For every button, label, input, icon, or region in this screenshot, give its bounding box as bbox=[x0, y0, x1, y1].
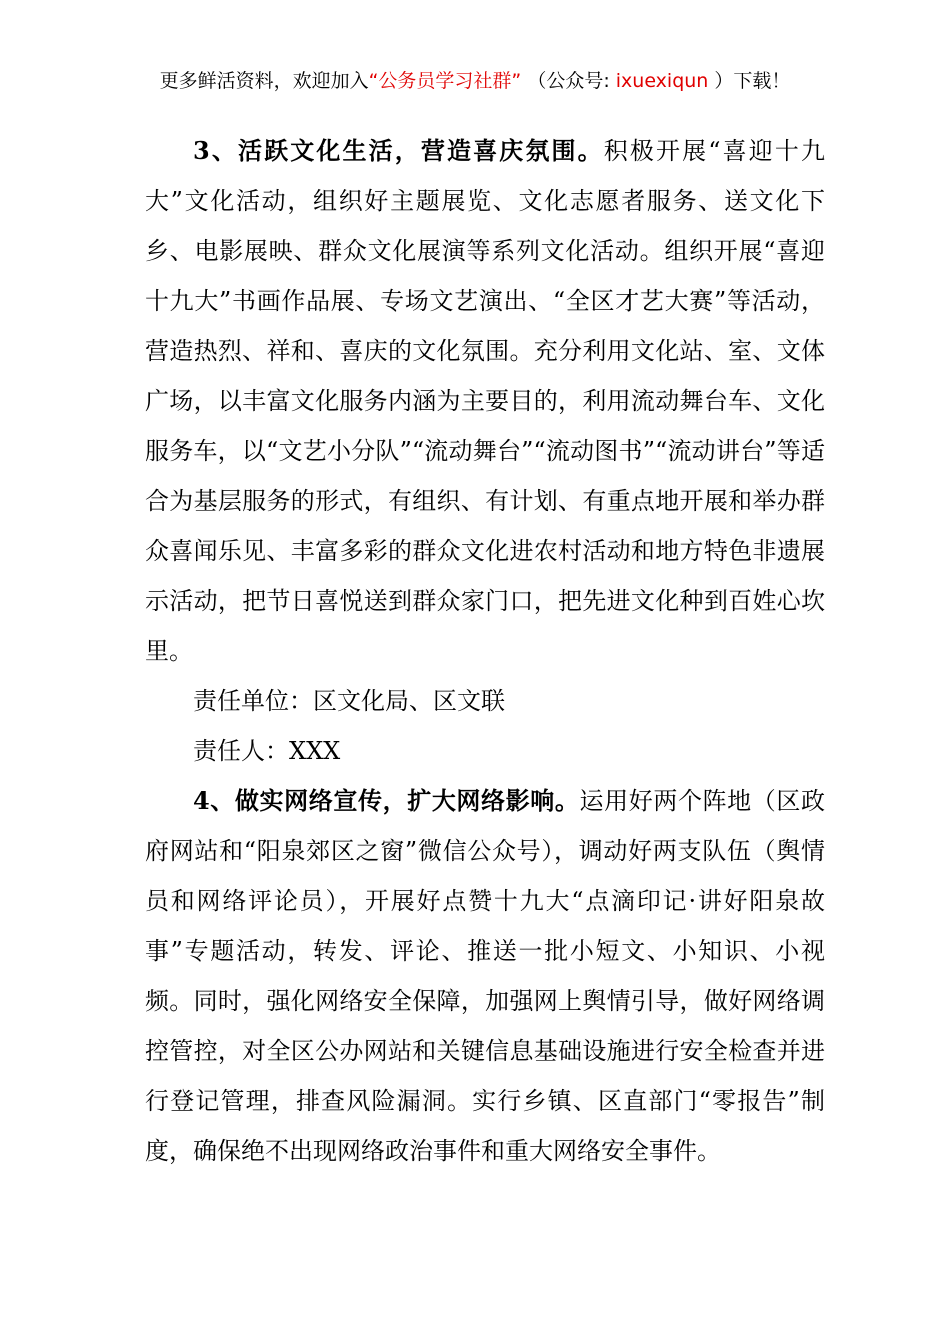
section-3-heading: 3、活跃文化生活，营造喜庆氛围。 bbox=[193, 136, 604, 165]
banner-prefix: 更多鲜活资料，欢迎加入 bbox=[159, 70, 369, 92]
section-4-text: 运用好两个阵地（区政府网站和“阳泉郊区之窗”微信公众号），调动好两支队伍（舆情员和网络评论员），开展好点赞十九大“点滴印记·讲好阳泉故事”专题活动，转发、评论、推送一批小短文、小知识、小视频。同时，强化网络安全保障，加强网上舆情引导，做好网络调控管控，对全区公办网站和关键信息基础设施进行安全检查并进行登记管理，排查风险漏洞。实行乡镇、区直部门“零报告”制度，确保绝不出现网络政治事件和重大网络安全事件。 bbox=[145, 787, 826, 1165]
section-3-responsible-person: 责任人：XXX bbox=[193, 737, 341, 765]
banner-account: ixuexiqun bbox=[615, 70, 709, 92]
document-body bbox=[145, 126, 825, 1176]
section-4-paragraph bbox=[145, 776, 825, 1176]
section-3-text: 积极开展“喜迎十九大”文化活动，组织好主题展览、文化志愿者服务、送文化下乡、电影展映、群众文化展演等系列文化活动。组织开展“喜迎十九大”书画作品展、专场文艺演出、“全区才艺大赛”等活动，营造热烈、祥和、喜庆的文化氛围。充分利用文化站、室、文体广场，以丰富文化服务内涵为主要目的，利用流动舞台车、文化服务车，以“文艺小分队”“流动舞台”“流动图书”“流动讲台”等适合为基层服务的形式，有组织、有计划、有重点地开展和举办群众喜闻乐见、丰富多彩的群众文化进农村活动和地方特色非遗展示活动，把节日喜悦送到群众家门口，把先进文化种到百姓心坎里。 bbox=[145, 137, 825, 665]
banner-group-name: “公务员学习社群” bbox=[368, 70, 522, 92]
section-3-responsible-unit: 责任单位：区文化局、区文联 bbox=[193, 687, 505, 715]
section-4-heading: 4、做实网络宣传，扩大网络影响。 bbox=[193, 786, 580, 815]
download-banner bbox=[0, 66, 950, 96]
banner-mid: （公众号: bbox=[527, 70, 610, 92]
section-3-paragraph bbox=[145, 126, 825, 676]
banner-suffix: ）下载！ bbox=[714, 70, 791, 92]
